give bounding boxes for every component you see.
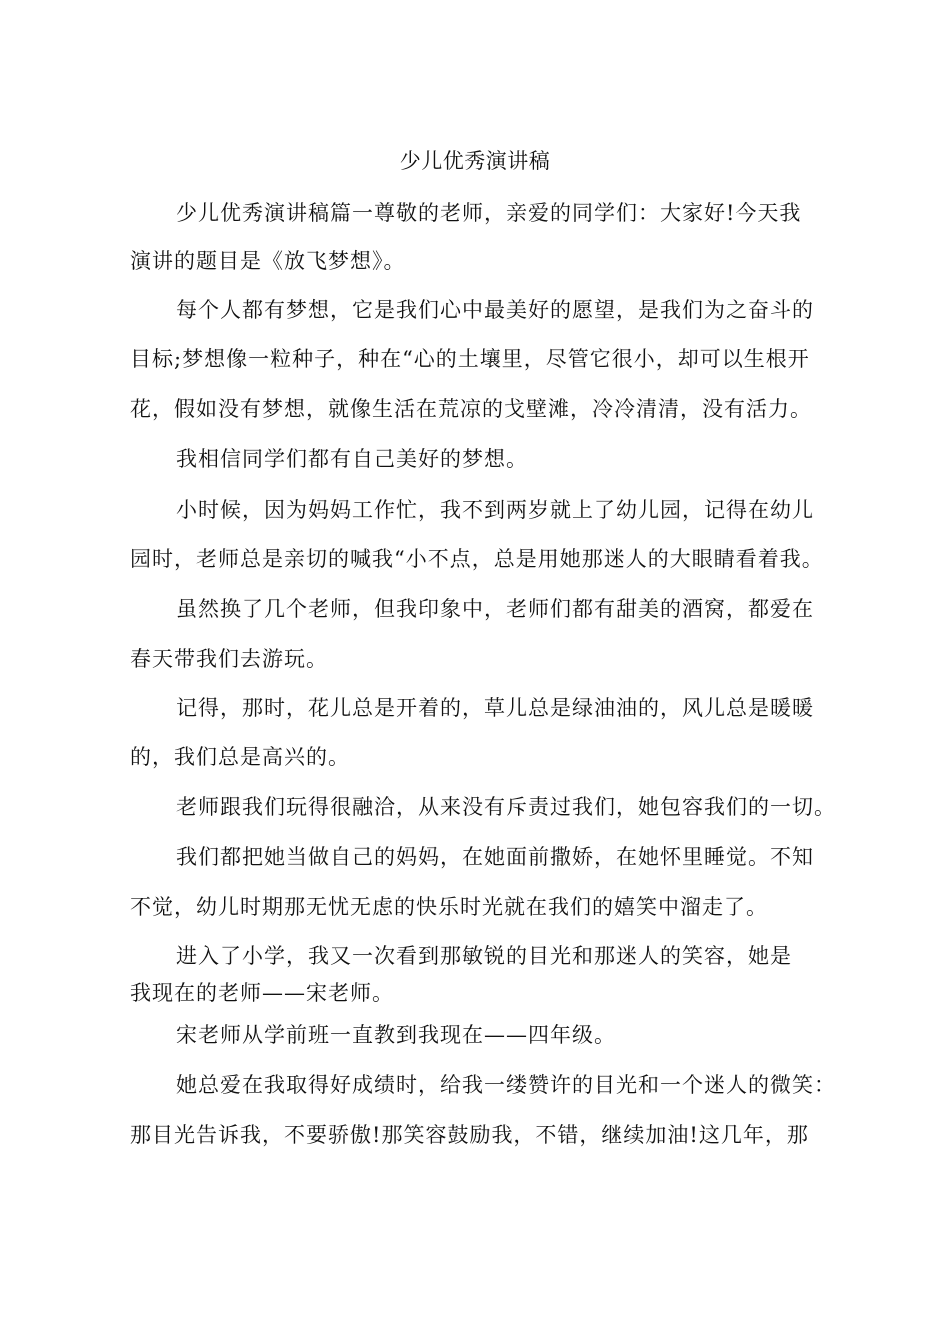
text-line: 不觉，幼儿时期那无忧无虑的快乐时光就在我们的嬉笑中溜走了。 xyxy=(130,895,768,919)
document-title: 少儿优秀演讲稿 xyxy=(399,149,551,173)
text-line: 我相信同学们都有自己美好的梦想。 xyxy=(176,447,528,471)
text-line: 记得，那时，花儿总是开着的，草儿总是绿油油的，风儿总是暖暖 xyxy=(176,696,814,720)
text-line: 小时候，因为妈妈工作忙，我不到两岁就上了幼儿园，记得在幼儿 xyxy=(176,498,814,522)
text-line: 演讲的题目是《放飞梦想》。 xyxy=(130,249,406,273)
text-line: 那目光告诉我，不要骄傲!那笑容鼓励我，不错，继续加油!这几年，那 xyxy=(130,1123,809,1147)
text-line: 的，我们总是高兴的。 xyxy=(130,745,350,769)
text-line: 我们都把她当做自己的妈妈，在她面前撒娇，在她怀里睡觉。不知 xyxy=(176,845,814,869)
text-line: 每个人都有梦想，它是我们心中最美好的愿望，是我们为之奋斗的 xyxy=(176,298,814,322)
text-line: 目标;梦想像一粒种子，种在“心的土壤里，尽管它很小，却可以生根开 xyxy=(130,347,810,371)
text-line: 园时，老师总是亲切的喊我“小不点，总是用她那迷人的大眼睛看着我。 xyxy=(130,547,824,571)
text-line: 进入了小学，我又一次看到那敏锐的目光和那迷人的笑容，她是 xyxy=(176,944,792,968)
text-line: 宋老师从学前班一直教到我现在——四年级。 xyxy=(176,1023,616,1047)
text-line: 虽然换了几个老师，但我印象中，老师们都有甜美的酒窝，都爱在 xyxy=(176,597,814,621)
text-line: 春天带我们去游玩。 xyxy=(130,647,328,671)
text-line: 我现在的老师——宋老师。 xyxy=(130,981,394,1005)
text-line: 花，假如没有梦想，就像生活在荒凉的戈壁滩，冷冷清清，没有活力。 xyxy=(130,397,812,421)
text-line: 她总爱在我取得好成绩时，给我一缕赞许的目光和一个迷人的微笑： xyxy=(176,1073,836,1097)
text-line: 少儿优秀演讲稿篇一尊敬的老师，亲爱的同学们：大家好!今天我 xyxy=(176,201,802,225)
text-line: 老师跟我们玩得很融洽，从来没有斥责过我们，她包容我们的一切。 xyxy=(176,795,836,819)
